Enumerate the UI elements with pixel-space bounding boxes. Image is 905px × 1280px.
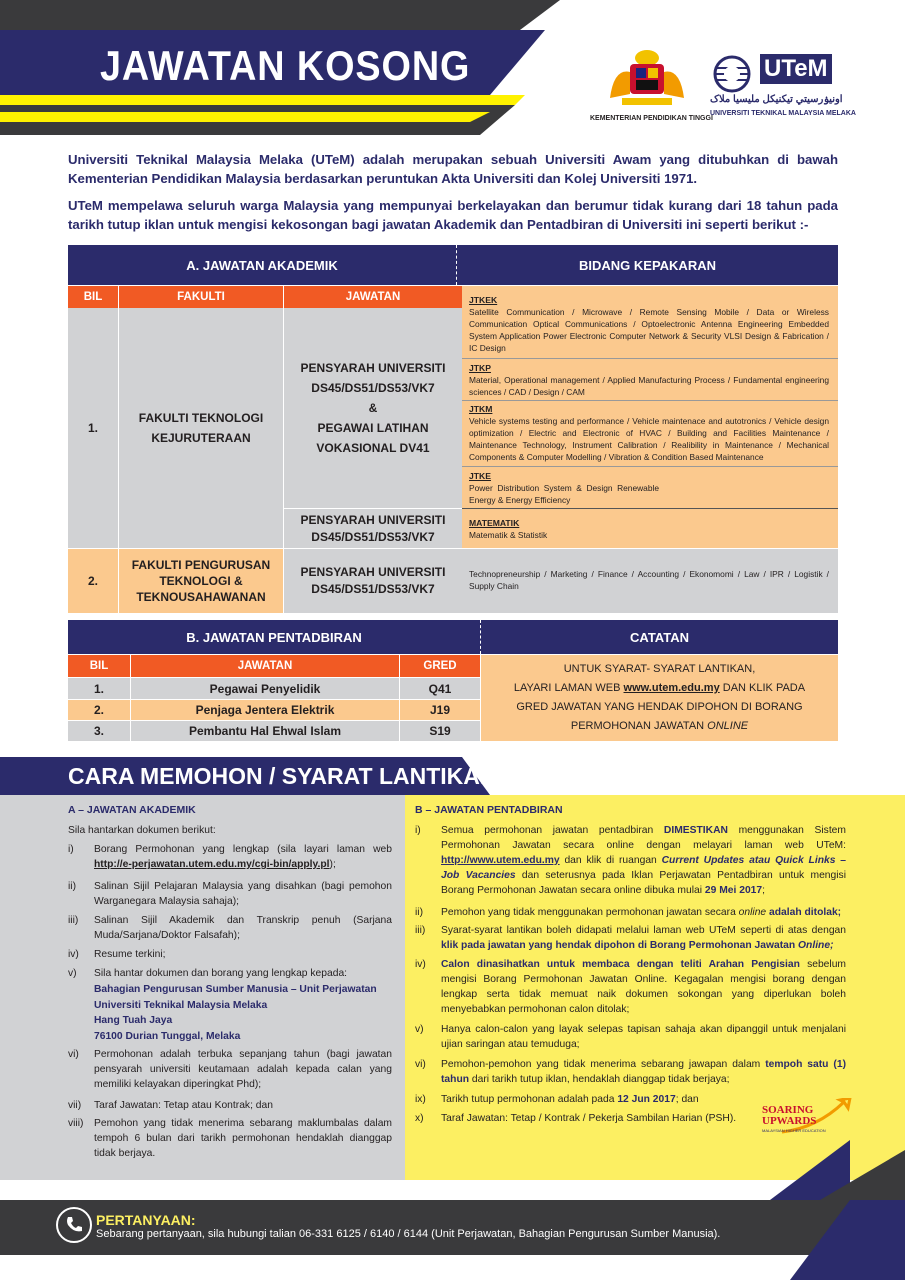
item-text-part: Online; <box>798 940 834 951</box>
item-text: Permohonan adalah terbuka sepanjang tahun (bagi jawatan pensyarah universiti keutamaan adalah kepada calan yang memiliki kelayakan diperingkat Phd); <box>94 1049 392 1090</box>
bidang-jtkm <box>469 403 829 463</box>
item-number: v) <box>415 1024 424 1035</box>
item-text-part: Pemohon yang tidak menggunakan permohonan jawatan secara <box>441 907 739 918</box>
bidang-code: MATEMATIK <box>469 518 520 528</box>
row2-jawatan <box>284 549 462 613</box>
b-row3-bil: 3. <box>68 721 130 741</box>
phone-icon <box>56 1207 92 1243</box>
catatan-text: ONLINE <box>707 720 749 732</box>
address-line: 76100 Durian Tunggal, Melaka <box>94 1030 241 1042</box>
row1-bil: 1. <box>68 308 118 548</box>
item-text-part: Syarat-syarat lantikan boleh didapati melalui laman web UTeM seperti di atas dengan <box>441 925 846 936</box>
kpt-logo <box>590 48 713 123</box>
item-number: iii) <box>415 925 426 936</box>
item-text-part: Current Updates atau Quick Links – Job Vacancies <box>441 855 846 881</box>
intro-paragraph-2: UTeM mempelawa seluruh warga Malaysia yang mempunyai berkelayakan dan berumur tidak kurang dari 18 tahun pada tarikh tutup iklan untuk mengisi kekosongan bagi jawatan Akademik dan Pentadbiran di Universiti ini seperti berikut :- <box>68 198 838 232</box>
item-text <box>441 957 846 1017</box>
item-text-part: Semua permohonan jawatan pentadbiran <box>441 825 664 836</box>
bidang-code: JTKEK <box>469 295 498 305</box>
b-row3-gred: S19 <box>400 721 480 741</box>
jawatan-line: DS45/DS51/DS53/VK7 <box>311 381 435 395</box>
item-number: vi) <box>415 1059 426 1070</box>
item-text <box>441 905 846 920</box>
jawatan-line: VOKASIONAL DV41 <box>316 441 430 455</box>
bidang-code: JTKM <box>469 404 493 414</box>
catatan-line-3: GRED JAWATAN YANG HENDAK DIPOHON DI BORANG <box>516 701 803 713</box>
footer-text: Sebarang pertanyaan, sila hubungi talian 06-331 6125 / 6140 / 6144 (Unit Perjawatan, Bahagian Pengurusan Sumber Manusia). <box>96 1228 721 1240</box>
address-line: Hang Tuah Jaya <box>94 1015 173 1026</box>
row1-fakulti: FAKULTI TEKNOLOGI KEJURUTERAAN <box>119 308 283 548</box>
intro-text <box>68 150 838 242</box>
b-col-bil: BIL <box>68 655 130 677</box>
section-b-title: B – JAWATAN PENTADBIRAN <box>415 804 563 816</box>
item-text-part: 12 Jun 2017 <box>617 1094 676 1105</box>
footer-title: PERTANYAAN: <box>96 1212 196 1228</box>
item-text-part: 29 Mei 2017 <box>704 885 763 896</box>
catatan-line-1: UNTUK SYARAT- SYARAT LANTIKAN, <box>563 663 756 675</box>
jawatan-line: DS45/DS51/DS53/VK7 <box>311 529 435 544</box>
b-row1-gred: Q41 <box>400 678 480 699</box>
item-text-part: Tarikh tutup permohonan adalah pada <box>441 1094 618 1105</box>
jawatan-line: PENSYARAH UNIVERSITI <box>300 361 446 375</box>
utem-wordmark: UTeM <box>760 54 832 84</box>
page-title: JAWATAN KOSONG <box>100 42 471 89</box>
item-number: ii) <box>415 907 424 918</box>
bidang-text: Power Distribution System & Design Renewable Energy & Energy Efficiency <box>469 483 659 505</box>
e-perjawatan-link[interactable]: http://e-perjawatan.utem.edu.my/cgi-bin/apply.pl <box>94 859 330 870</box>
b-row1-jawatan: Pegawai Penyelidik <box>131 678 399 699</box>
item-text: Pemohon yang tidak menerima sebarang maklumbalas dalam tempoh 6 bulan dari tarikh permohonan hendaklah dianggap tidak berjaya. <box>94 1118 392 1159</box>
item-text-part: menggunakan Sistem Permohonan Jawatan secara online dengan melayari laman web UTeM: <box>441 825 846 851</box>
row2-bil: 2. <box>68 549 118 613</box>
bidang-matematik <box>469 517 829 541</box>
soaring-text: SOARING <box>762 1104 814 1116</box>
item-number: v) <box>68 968 77 979</box>
item-number: iv) <box>415 959 426 970</box>
catatan-text: DAN KLIK PADA <box>719 682 806 694</box>
item-text-part: ); <box>329 859 336 870</box>
item-text: Salinan Sijil Akademik dan Transkrip penuh (Sarjana Muda/Sarjana/Doktor Falsafah); <box>94 915 392 941</box>
pentadbiran-title: B. JAWATAN PENTADBIRAN <box>68 620 480 654</box>
catatan-title: CATATAN <box>480 620 838 654</box>
jawatan-line: PEGAWAI LATIHAN <box>317 421 429 435</box>
bidang-jtkp <box>469 362 829 398</box>
akademik-title: A. JAWATAN AKADEMIK <box>68 245 456 285</box>
b-col-jawatan: JAWATAN <box>131 655 399 677</box>
bidang-code: JTKE <box>469 471 491 481</box>
b-row2-gred: J19 <box>400 700 480 720</box>
jawatan-line: PENSYARAH UNIVERSITI <box>300 565 446 579</box>
item-text-part: Borang Permohonan yang lengkap (sila layari laman web <box>94 844 392 855</box>
b-row1-bil: 1. <box>68 678 130 699</box>
bidang-title: BIDANG KEPAKARAN <box>456 245 838 285</box>
a-item-1 <box>68 842 392 874</box>
catatan-text: PERMOHONAN JAWATAN <box>570 720 708 732</box>
item-text: Taraf Jawatan: Tetap / Kontrak / Pekerja Sambilan Harian (PSH). <box>441 1113 737 1124</box>
item-number: vi) <box>68 1049 79 1060</box>
hr-address <box>94 982 392 1044</box>
catatan-line-4 <box>571 717 748 736</box>
b-row2-jawatan: Penjaga Jentera Elektrik <box>131 700 399 720</box>
bidang-jtkek <box>469 294 829 354</box>
item-number: iii) <box>68 915 79 926</box>
kpt-caption: KEMENTERIAN PENDIDIKAN TINGGI <box>590 115 713 122</box>
b-row2-bil: 2. <box>68 700 130 720</box>
b-col-gred: GRED <box>400 655 480 677</box>
item-text <box>441 823 846 898</box>
col-bil: BIL <box>68 286 118 308</box>
utem-logo <box>710 50 856 125</box>
item-text-part: Calon dinasihatkan untuk membaca dengan teliti Arahan Pengisian <box>441 959 800 970</box>
item-text-part: klik pada jawatan yang hendak dipohon di Borang Permohonan Jawatan <box>441 940 799 951</box>
row1-jawatan2 <box>284 509 462 548</box>
item-text-part: adalah ditolak; <box>766 907 842 918</box>
item-number: iv) <box>68 949 79 960</box>
utem-globe-icon <box>712 54 752 94</box>
row2-fakulti: FAKULTI PENGURUSAN TEKNOLOGI & TEKNOUSAHAWANAN <box>119 549 283 613</box>
bidang-text: Satellite Communication / Microwave / Remote Sensing Mobile / Data or Wireless Communication Optical Communications / Optoelectronic Antenna Engineering Embedded System Application Power Electronic Computer Network & Security VLSI Design & Fabrication / IC Design <box>469 307 829 353</box>
coat-of-arms-icon <box>600 48 695 110</box>
utem-caption: UNIVERSITI TEKNIKAL MALAYSIA MELAKA <box>710 110 856 117</box>
item-number: vii) <box>68 1100 82 1111</box>
item-text-part: dari tarikh tutup iklan, hendaklah dianggap tidak berjaya; <box>469 1074 730 1085</box>
catatan-cell <box>481 655 838 741</box>
item-text-part: ; <box>762 885 766 896</box>
item-text-part: tempoh satu (1) tahun <box>441 1059 846 1085</box>
bidang-text: Material, Operational management / Applied Manufacturing Process / Fundamental engineering sciences / CAD / Design / CAM <box>469 375 829 397</box>
cara-title: CARA MEMOHON / SYARAT LANTIKAN: <box>68 763 505 789</box>
item-number: x) <box>415 1113 424 1124</box>
item-text-part: dan seterusnya pada Iklan Perjawatan Pentadbiran untuk mengisi Borang Permohonan Jawatan secara online dibuka mulai <box>441 870 846 896</box>
utem-homepage-link[interactable]: http://www.utem.edu.my <box>441 855 560 866</box>
item-text-part: sebelum mengisi Borang Permohonan Jawatan Online. Kegagalan mengisi borang dengan lengkap serta tidak memuat naik dokumen sokongan yang diperlukan boleh menyebabkan permohonan calon ditolak; <box>441 959 846 1015</box>
soaring-text: MALAYSIAN HIGHER EDUCATION <box>762 1128 826 1133</box>
item-text-part: online <box>738 907 767 918</box>
utem-jawi: اونيۏرسيتي تيکنيکل مليسيا ملاک <box>710 94 843 105</box>
item-text: Resume terkini; <box>94 949 166 960</box>
intro-paragraph-1: Universiti Teknikal Malaysia Melaka (UTeM) adalah merupakan sebuah Universiti Awam yang ditubuhkan di bawah Kementerian Pendidikan Malaysia berdasarkan peruntukan Akta Universiti dan Kolej Universiti 1971. <box>68 152 838 186</box>
bidang-text: Matematik & Statistik <box>469 530 548 540</box>
catatan-line-2 <box>514 679 805 698</box>
col-fakulti: FAKULTI <box>119 286 283 308</box>
jawatan-line: PENSYARAH UNIVERSITI <box>300 512 446 527</box>
item-text-part: Pemohon-pemohon yang tidak menerima sebarang jawapan dalam <box>441 1059 766 1070</box>
row2-bidang: Technopreneurship / Marketing / Finance / Accounting / Ekonomomi / Law / IPR / Logistik / Supply Chain <box>469 569 829 591</box>
address-line: Bahagian Pengurusan Sumber Manusia – Unit Perjawatan <box>94 984 377 995</box>
item-text <box>441 1057 846 1087</box>
item-number: ix) <box>415 1094 426 1105</box>
item-text: Salinan Sijil Pelajaran Malaysia yang disahkan (bagi pemohon Warganegara Malaysia sahaja); <box>94 881 392 907</box>
item-text-part: ; dan <box>675 1094 699 1105</box>
footer-stripe <box>700 1200 905 1280</box>
bidang-code: JTKP <box>469 363 491 373</box>
b-row3-jawatan: Pembantu Hal Ehwal Islam <box>131 721 399 741</box>
bidang-jtke <box>469 470 659 506</box>
utem-website-link[interactable]: www.utem.edu.my <box>623 682 720 694</box>
section-a-title: A – JAWATAN AKADEMIK <box>68 804 196 816</box>
item-number: ii) <box>68 881 77 892</box>
item-number: viii) <box>68 1118 84 1129</box>
row1-jawatan1 <box>284 308 462 508</box>
catatan-text: LAYARI LAMAN WEB <box>513 682 624 694</box>
item-text <box>441 1092 751 1107</box>
item-text-part: DIMESTIKAN <box>663 825 728 836</box>
item-text: Taraf Jawatan: Tetap atau Kontrak; dan <box>94 1100 273 1111</box>
soaring-text: UPWARDS <box>762 1115 817 1127</box>
bidang-text: Vehicle systems testing and performance / Vehicle maintenace and autotronics / Vehicle design optimization / Electric and Electronic of HVAC / Building and Facilities Maintenance / Maintenance Technology, Instrument Calibration / Realibility in Maintenance / Mechanical Components & Computer Modelling / Vibration & Condition Based Maintenance <box>469 416 829 462</box>
item-text <box>441 923 846 953</box>
item-text <box>94 842 392 872</box>
jawatan-line: & <box>368 401 378 415</box>
item-text: Sila hantar dokumen dan borang yang lengkap kepada: <box>94 968 348 979</box>
address-line: Universiti Teknikal Malaysia Melaka <box>94 999 268 1011</box>
item-number: i) <box>415 825 421 836</box>
item-number: i) <box>68 844 74 855</box>
soaring-upwards-logo <box>762 1098 852 1138</box>
item-text: Hanya calon-calon yang layak selepas tapisan sahaja akan dipanggil untuk menjalani ujian saringan atau temuduga; <box>441 1024 846 1050</box>
jawatan-line: DS45/DS51/DS53/VK7 <box>311 582 435 596</box>
col-jawatan: JAWATAN <box>284 286 462 308</box>
section-a-intro: Sila hantarkan dokumen berikut: <box>68 825 216 836</box>
item-text-part: dan klik di ruangan <box>559 855 662 866</box>
